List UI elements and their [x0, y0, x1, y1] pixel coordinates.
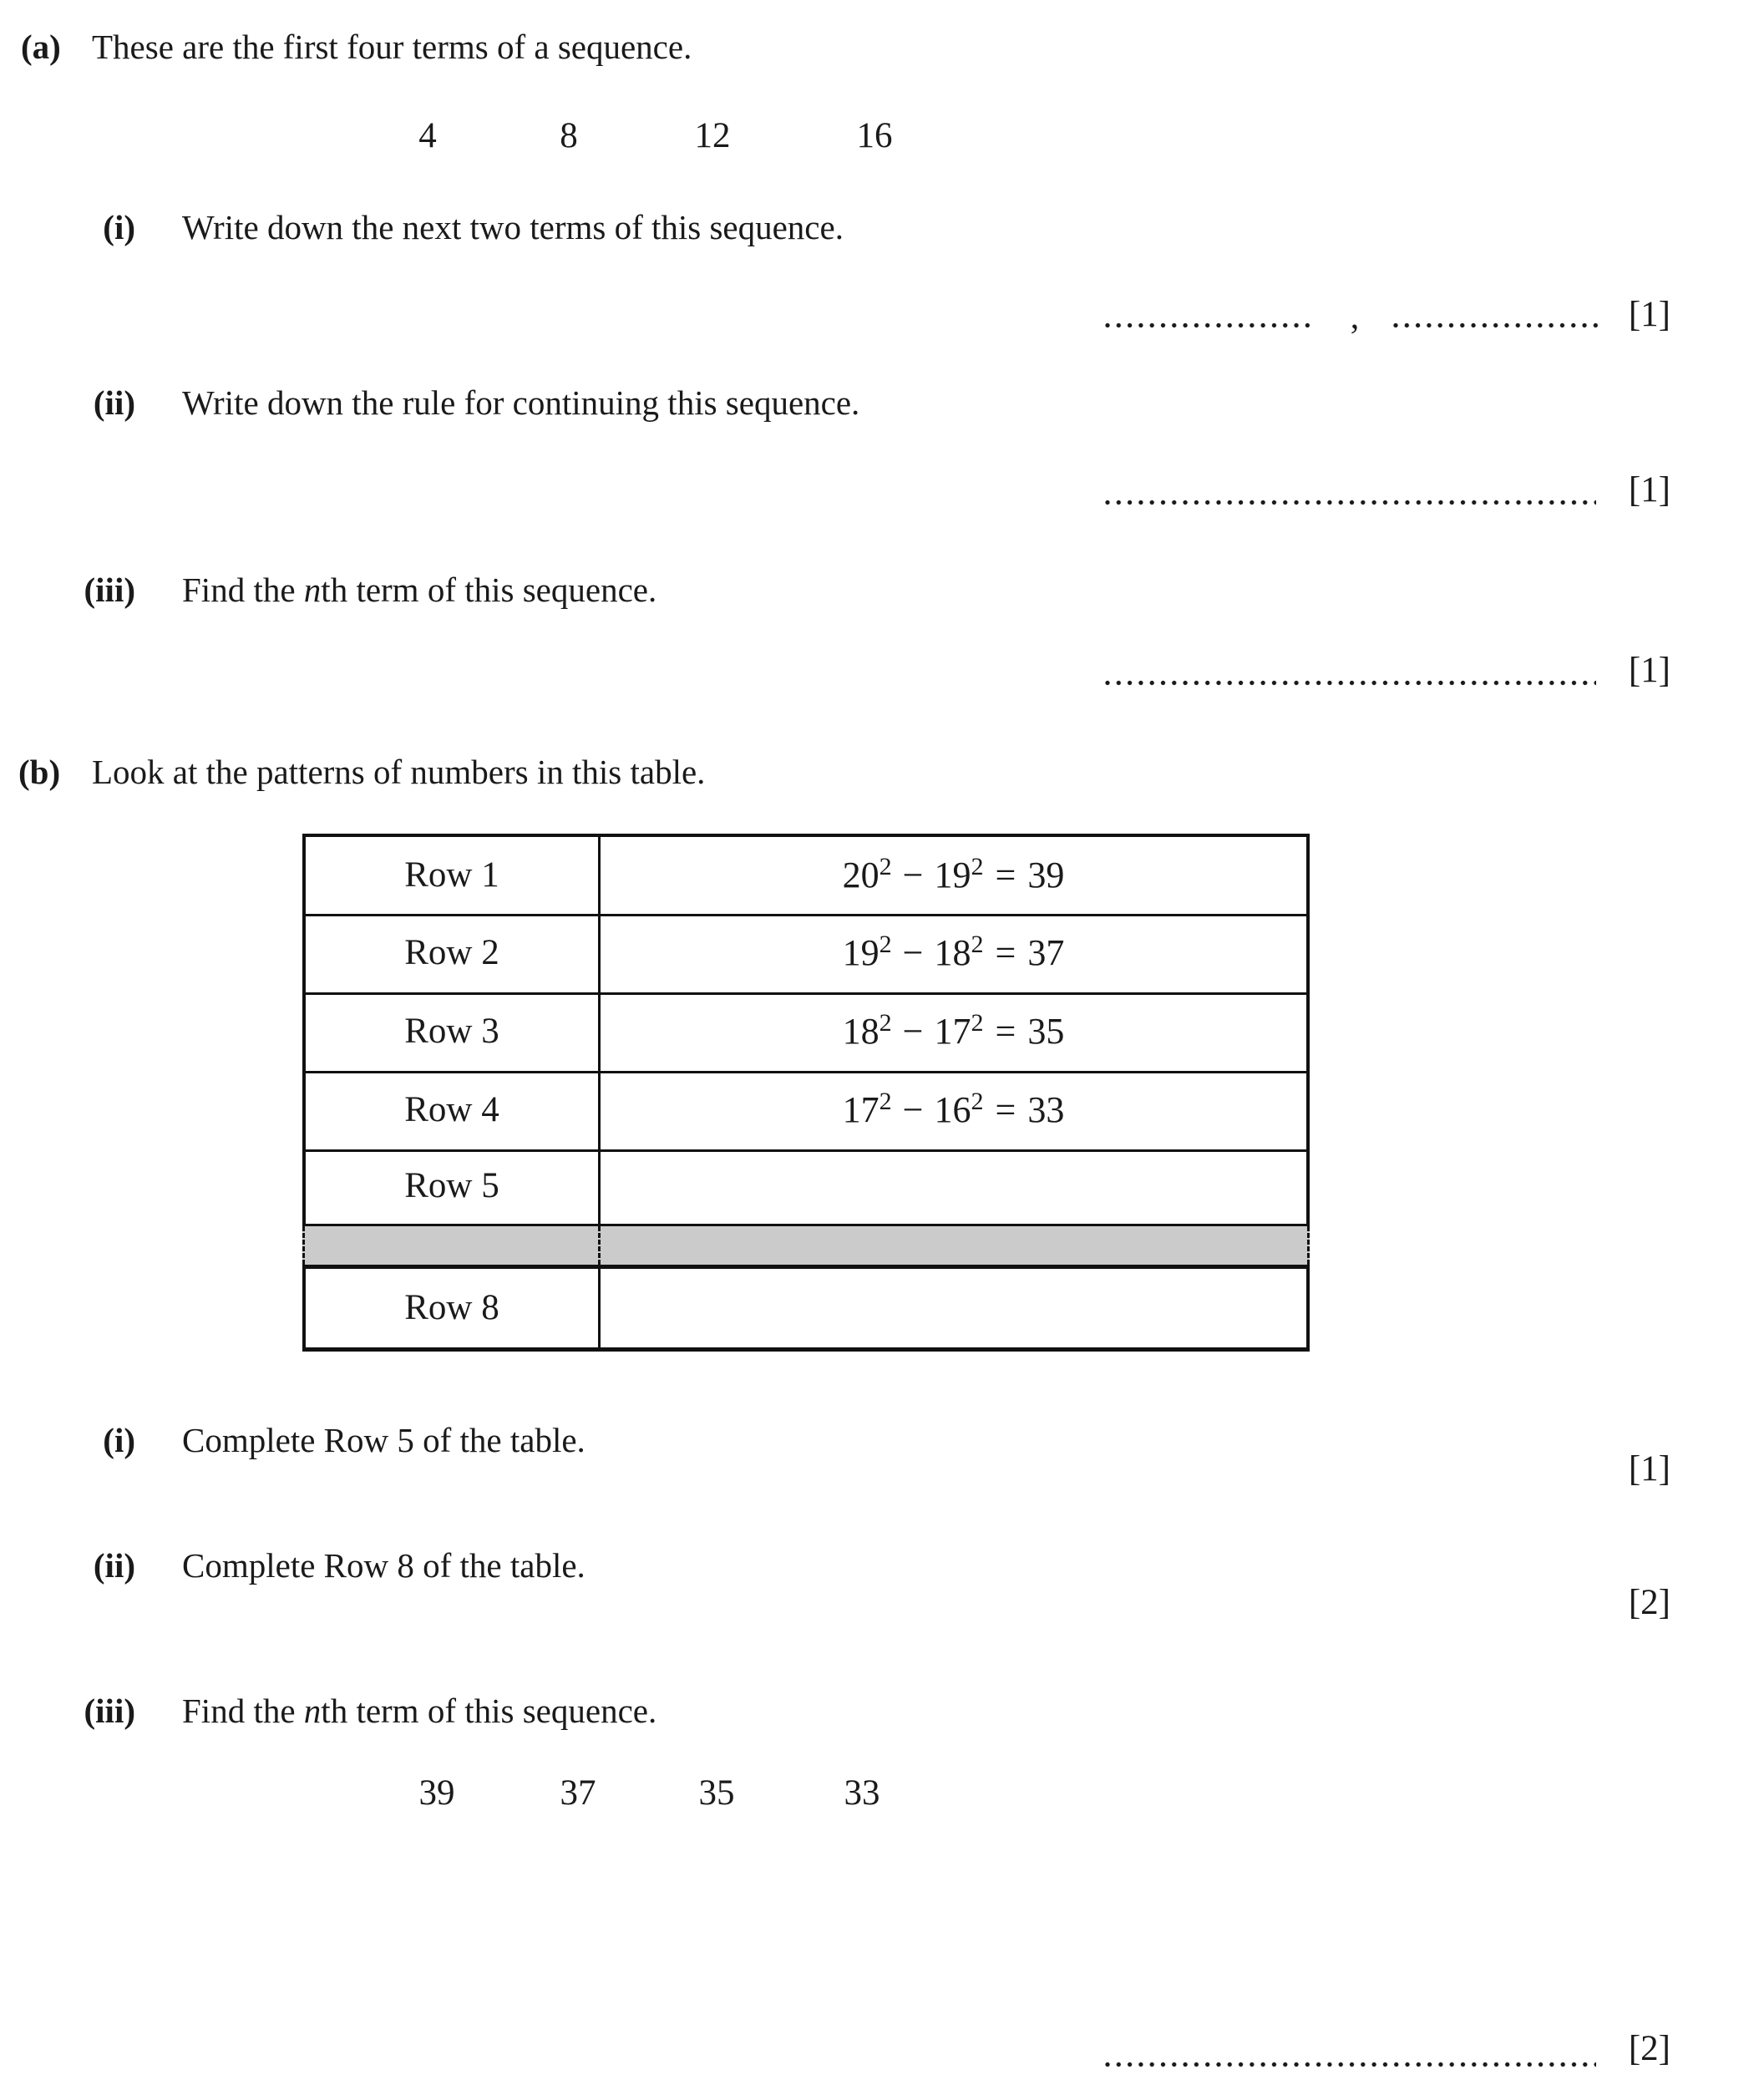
- row-divider-2: [302, 992, 1310, 995]
- question-b-i-number: (i): [103, 1421, 135, 1459]
- table-equation-row-3: $18^2 - 17^2 = 35$: [842, 1009, 1065, 1052]
- table-border-right-upper: [1306, 834, 1310, 1226]
- shaded-gap-column-divider: [598, 1226, 601, 1265]
- table-border-top: [302, 834, 1310, 837]
- table-row-label-3: Row 3: [404, 1012, 499, 1051]
- table-equation-row-2: $19^2 - 18^2 = 37$: [842, 931, 1065, 973]
- question-b-iii-number: (iii): [84, 1692, 135, 1730]
- column-divider-lower: [598, 1269, 601, 1352]
- question-b-ii-number: (ii): [93, 1546, 135, 1585]
- answer-line-a-i-first: [1105, 322, 1311, 328]
- question-a-iii-text: Find the nth term of this sequence.: [182, 571, 657, 609]
- sequence-b-term-4: 33: [844, 1773, 880, 1813]
- table-border-right-lower: [1306, 1269, 1310, 1352]
- sequence-b-term-1: 39: [418, 1773, 455, 1813]
- row-divider-4: [302, 1149, 1310, 1152]
- table-row-label-2: Row 2: [404, 933, 499, 972]
- part-b-intro: Look at the patterns of numbers in this table.: [92, 753, 706, 791]
- table-equation-row-1: $20^2 - 19^2 = 39$: [842, 853, 1065, 895]
- marks-a-ii: [1]: [1628, 470, 1670, 510]
- answer-line-a-iii: [1105, 680, 1596, 686]
- row-divider-3: [302, 1071, 1310, 1073]
- question-b-iii-text: Find the nth term of this sequence.: [182, 1692, 657, 1730]
- row-divider-1: [302, 914, 1310, 916]
- question-a-i-text: Write down the next two terms of this sequence.: [182, 208, 844, 246]
- table-row-label-4: Row 4: [404, 1090, 499, 1129]
- question-a-ii-text: Write down the rule for continuing this sequence.: [182, 383, 860, 422]
- shaded-gap-row: [302, 1226, 1310, 1265]
- marks-b-i: [1]: [1628, 1449, 1670, 1489]
- sequence-a-term-4: 16: [856, 116, 893, 155]
- part-a-intro: These are the first four terms of a sequence.: [92, 28, 692, 66]
- row-divider-below-gap: [302, 1265, 1310, 1269]
- sequence-b-term-3: 35: [698, 1773, 735, 1813]
- variable-n: n: [303, 571, 322, 609]
- question-b-i-text: Complete Row 5 of the table.: [182, 1421, 586, 1459]
- patterns-table: [302, 834, 1310, 1352]
- marks-a-iii: [1]: [1628, 651, 1670, 690]
- part-a-label: (a): [21, 28, 61, 66]
- table-row-label-5: Row 5: [404, 1166, 499, 1205]
- marks-b-ii: [2]: [1628, 1583, 1670, 1622]
- sequence-b-term-2: 37: [560, 1773, 596, 1813]
- sequence-a-term-2: 8: [560, 116, 578, 155]
- answer-line-b-iii: [1105, 2062, 1596, 2067]
- question-a-ii-number: (ii): [93, 383, 135, 422]
- table-border-bottom: [302, 1347, 1310, 1352]
- marks-b-iii: [2]: [1628, 2029, 1670, 2068]
- answer-line-a-ii: [1105, 500, 1596, 505]
- variable-n: n: [303, 1692, 322, 1730]
- question-a-i-number: (i): [103, 208, 135, 246]
- table-equation-row-4: $17^2 - 16^2 = 33$: [842, 1088, 1065, 1130]
- answer-line-a-i-second: [1393, 322, 1599, 328]
- question-a-iii-number: (iii): [84, 571, 135, 609]
- part-b-label: (b): [18, 753, 61, 791]
- marks-a-i: [1]: [1628, 295, 1670, 334]
- sequence-a-term-3: 12: [694, 116, 731, 155]
- sequence-a-term-1: 4: [418, 116, 437, 155]
- answer-separator-comma: ,: [1350, 298, 1360, 337]
- table-row-label-1: Row 1: [404, 855, 499, 895]
- question-b-ii-text: Complete Row 8 of the table.: [182, 1546, 586, 1585]
- table-row-label-8: Row 8: [404, 1288, 499, 1327]
